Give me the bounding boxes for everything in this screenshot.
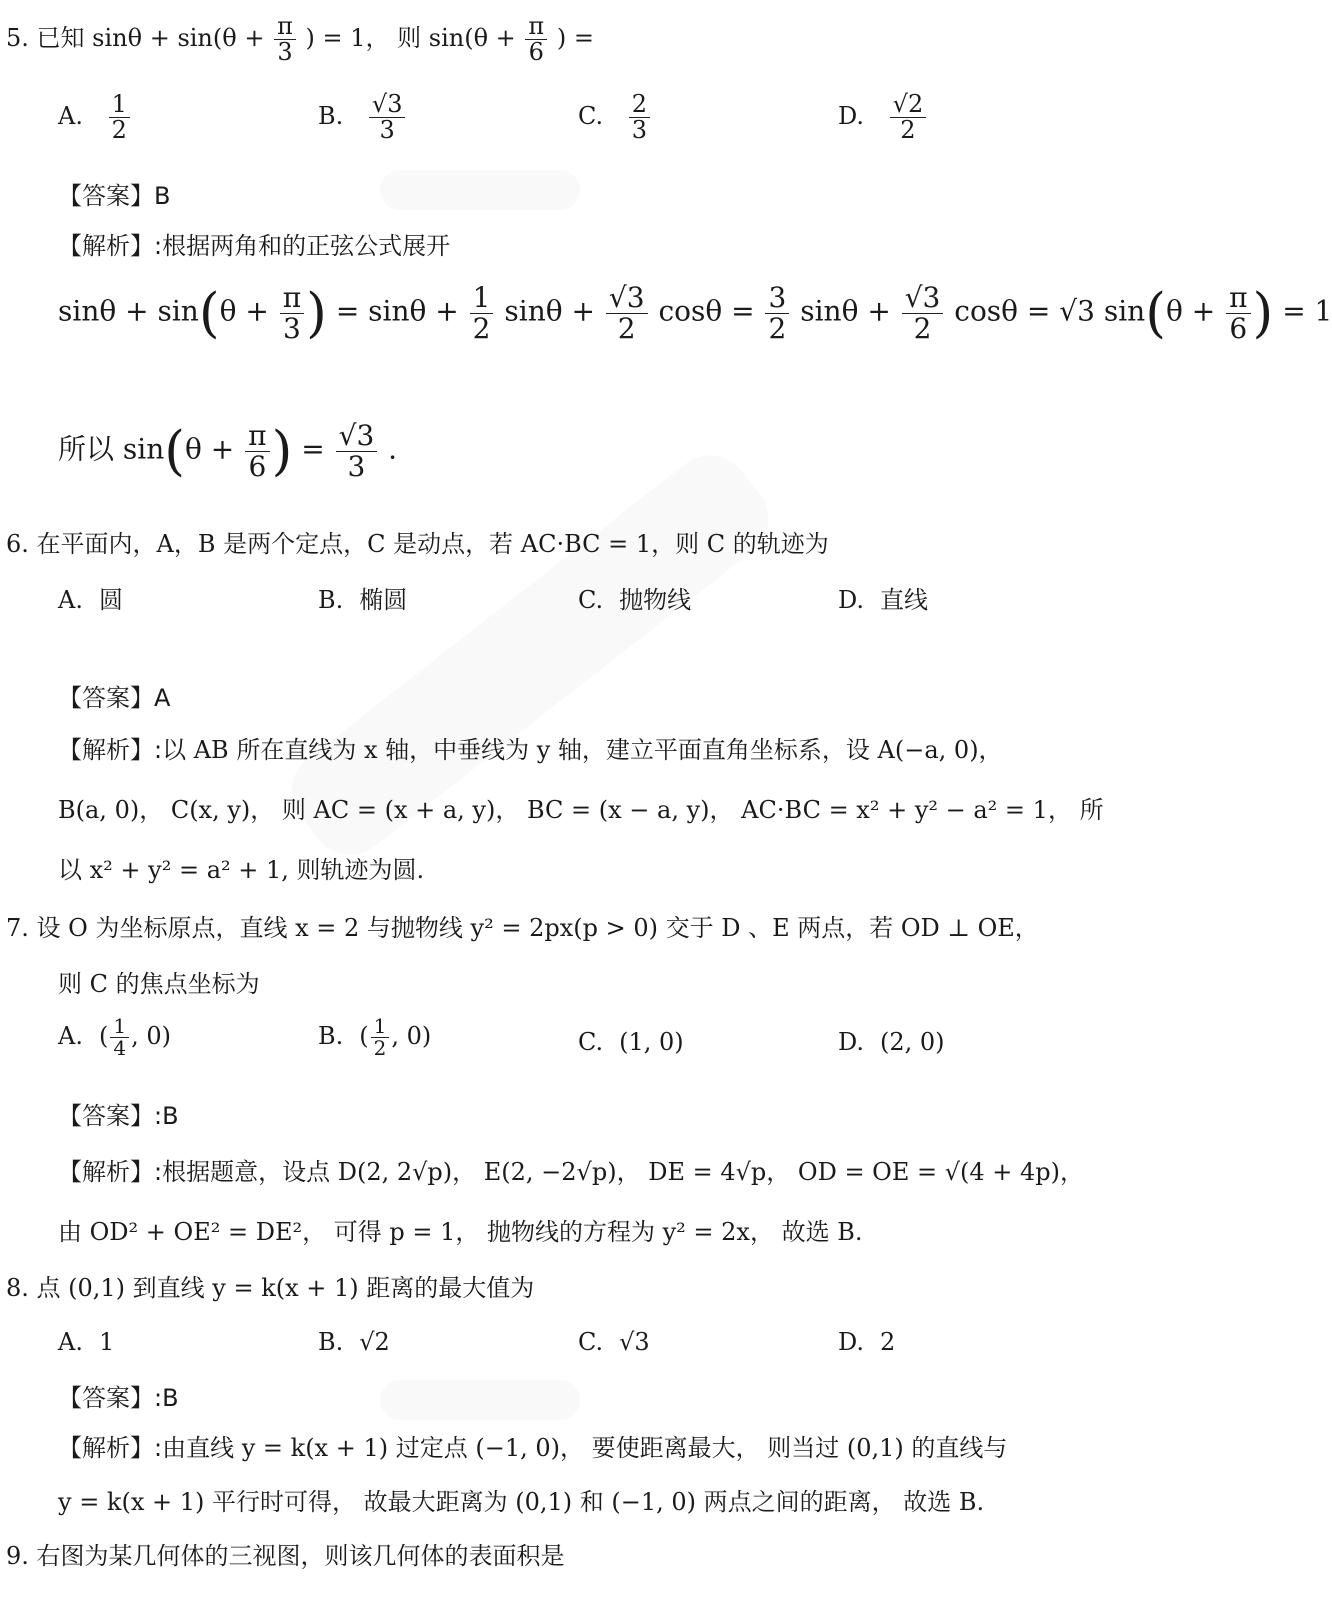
watermark — [380, 170, 580, 210]
q5-option-b: B. $\frac{√3}{3}$ — [318, 92, 407, 143]
q7-option-b: B. ( $\frac{1}{2}$ , 0) — [318, 1014, 432, 1060]
q8-option-b: B. √2 — [318, 1328, 390, 1356]
q7-analysis-line-1: 【解析】:根据题意，设点 D(2, 2√p)， E(2, −2√p)， DE = 4√p， OD = OE = √(4 + 4p)， — [58, 1158, 1085, 1186]
q7-stem-line-2: 则 C 的焦点坐标为 — [58, 970, 260, 998]
q6-option-b: B. 椭圆 — [318, 586, 408, 614]
q8-answer: 【答案】:B — [58, 1384, 179, 1412]
q8-option-d: D. 2 — [838, 1328, 896, 1356]
q6-analysis-line-2: B(a, 0)， C(x, y)， 则 AC = (x + a, y)， BC = (x − a, y)， AC·BC = x² + y² − a² = 1， 所 — [58, 796, 1104, 824]
q7-analysis-line-2: 由 OD² + OE² = DE²， 可得 p = 1， 抛物线的方程为 y² = 2x， 故选 B. — [58, 1218, 863, 1246]
q6-answer: 【答案】A — [58, 684, 171, 712]
q8-analysis-line-2: y = k(x + 1) 平行时可得， 故最大距离为 (0,1) 和 (−1, 0) 两点之间的距离， 故选 B. — [58, 1488, 985, 1516]
q5-answer: 【答案】B — [58, 182, 171, 210]
q6-analysis-line-1: 【解析】:以 AB 所在直线为 x 轴，中垂线为 y 轴，建立平面直角坐标系，设 A(−a, 0)， — [58, 736, 1003, 764]
q6-option-a: A. 圆 — [58, 586, 123, 614]
q5-analysis: 【解析】:根据两角和的正弦公式展开 — [58, 232, 451, 260]
q6-option-d: D. 直线 — [838, 586, 929, 614]
q5-option-c: C. $\frac{2}{3}$ — [578, 92, 652, 143]
q5-option-a: A. $\frac{1}{2}$ — [58, 92, 132, 143]
q7-answer: 【答案】:B — [58, 1102, 179, 1130]
q9-stem: 9. 右图为某几何体的三视图，则该几何体的表面积是 — [6, 1542, 565, 1570]
q8-analysis-line-1: 【解析】:由直线 y = k(x + 1) 过定点 (−1, 0)， 要使距离最大， 则当过 (0,1) 的直线与 — [58, 1434, 1008, 1462]
q6-analysis-line-3: 以 x² + y² = a² + 1, 则轨迹为圆. — [58, 856, 425, 884]
q7-option-a: A. ( $\frac{1}{4}$ , 0) — [58, 1014, 171, 1060]
watermark — [380, 1380, 580, 1420]
q6-option-c: C. 抛物线 — [578, 586, 692, 614]
q6-stem: 6. 在平面内，A，B 是两个定点，C 是动点，若 AC·BC = 1，则 C 的轨迹为 — [6, 530, 829, 558]
q5-derivation: sinθ + sin(θ + $\frac{\pi}{3}$ ) = sinθ + $\frac{1}{2}$ sinθ + $\frac{√3}{2}$ cosθ = $\frac{3}{2}$ sinθ + $\frac{√3}{2}$ cosθ = √3 sin(θ + $\frac{\pi}{6}$ ) = 1 — [58, 281, 1332, 345]
q5-option-d: D. $\frac{√2}{2}$ — [838, 92, 928, 143]
q7-stem-line-1: 7. 设 O 为坐标原点，直线 x = 2 与抛物线 y² = 2px(p > 0) 交于 D 、E 两点，若 OD ⊥ OE， — [6, 914, 1039, 942]
q5-conclusion: 所以 sin(θ + $\frac{\pi}{6}$ ) = $\frac{√3}{3}$ . — [58, 419, 398, 483]
q8-option-c: C. √3 — [578, 1328, 650, 1356]
q8-stem: 8. 点 (0,1) 到直线 y = k(x + 1) 距离的最大值为 — [6, 1274, 535, 1302]
q5-stem: 5. 已知 sinθ + sin(θ + $\frac{\pi}{3}$ ) = 1， 则 sin(θ + $\frac{\pi}{6}$ ) = — [6, 12, 594, 67]
q8-option-a: A. 1 — [58, 1328, 115, 1356]
q7-option-d: D. (2, 0) — [838, 1028, 945, 1056]
q7-option-c: C. (1, 0) — [578, 1028, 684, 1056]
